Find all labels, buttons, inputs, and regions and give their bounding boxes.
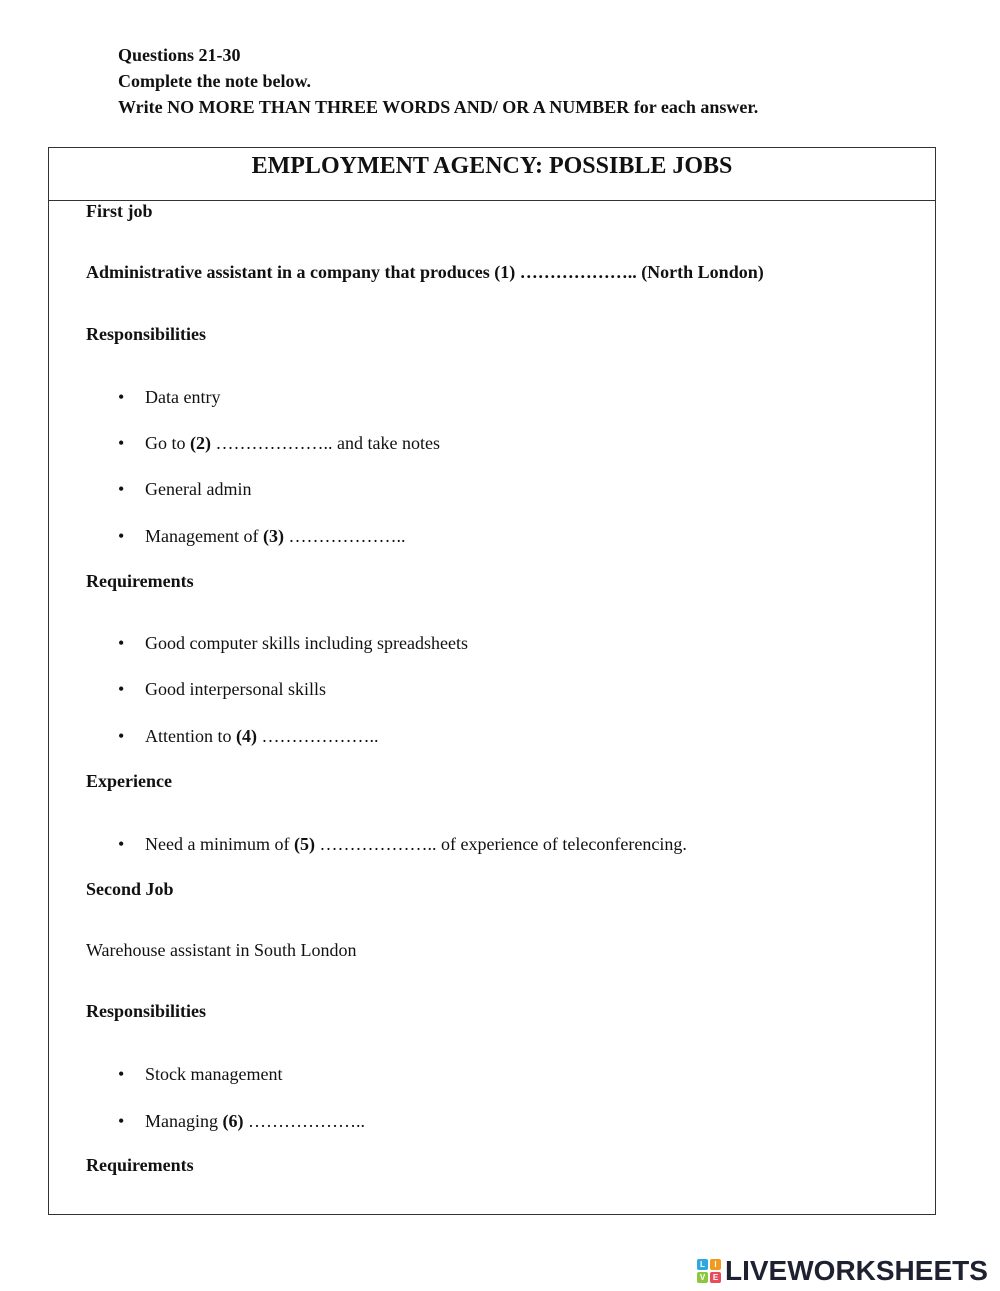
bullet-icon: • [118,1111,125,1131]
bullet-icon: • [118,433,125,453]
responsibilities-heading-1: Responsibilities [86,324,207,344]
second-job-description: Warehouse assistant in South London [86,940,357,960]
logo-block: L [697,1259,708,1270]
item-text: of experience of teleconferencing. [440,834,687,854]
logo-block: E [710,1272,721,1283]
question-number-6: (6) [222,1111,244,1131]
description-location: (North London) [636,262,764,282]
bullet-icon: • [118,726,125,746]
list-item-computer-skills: Good computer skills including spreadsheets [145,633,468,653]
list-item-managing [145,1111,365,1132]
list-item-general-admin: General admin [145,479,252,499]
question-number-4: (4) [236,726,257,746]
instruction-questions-range: Questions 21-30 [118,45,241,65]
item-text: Attention to [145,726,236,746]
bullet-icon: • [118,1064,125,1084]
requirements-heading-1: Requirements [86,571,194,591]
answer-blank-5[interactable]: ……………….. [314,834,441,854]
logo-block: V [697,1272,708,1283]
logo-text: LIVEWORKSHEETS [725,1255,988,1286]
first-job-heading: First job [86,201,153,221]
bullet-icon: • [118,479,125,499]
list-item-stock-management: Stock management [145,1064,283,1084]
second-job-heading: Second Job [86,879,174,899]
list-item-attention [145,726,379,747]
instruction-complete-note: Complete the note below. [118,71,311,91]
requirements-heading-2: Requirements [86,1155,194,1175]
logo-block: I [710,1259,721,1270]
list-item-interpersonal-skills: Good interpersonal skills [145,679,326,699]
bullet-icon: • [118,633,125,653]
logo-blocks-icon [697,1259,721,1283]
experience-heading: Experience [86,771,172,791]
answer-blank-2[interactable]: ……………….. [211,433,337,453]
question-number-5: (5) [293,834,315,854]
note-title-text: EMPLOYMENT AGENCY: POSSIBLE JOBS [251,153,733,179]
instruction-word-limit: Write NO MORE THAN THREE WORDS AND/ OR A NUMBER for each answer. [118,97,759,117]
answer-blank-6[interactable]: ……………….. [243,1111,365,1131]
question-number-3: (3) [262,526,284,546]
list-item-management [145,526,405,547]
note-title [49,148,935,201]
answer-blank-1[interactable]: ……………….. [519,262,637,282]
bullet-icon: • [118,387,125,407]
liveworksheets-logo [697,1256,988,1286]
answer-blank-4[interactable]: ……………….. [257,726,379,746]
bullet-icon: • [118,679,125,699]
item-text: Go to [145,433,190,453]
answer-blank-3[interactable]: ……………….. [283,526,406,546]
responsibilities-heading-2: Responsibilities [86,1001,207,1021]
list-item-minimum-experience [145,834,687,855]
item-text: Need a minimum of [145,834,294,854]
description-text: Administrative assistant in a company that produces (1) [86,262,520,282]
bullet-icon: • [118,526,125,546]
item-text: and take notes [337,433,440,453]
bullet-icon: • [118,834,125,854]
item-text: Managing [145,1111,223,1131]
list-item-data-entry: Data entry [145,387,221,407]
question-number-2: (2) [190,433,211,453]
list-item-go-to [145,433,440,454]
first-job-description [86,262,764,283]
item-text: Management of [145,526,263,546]
